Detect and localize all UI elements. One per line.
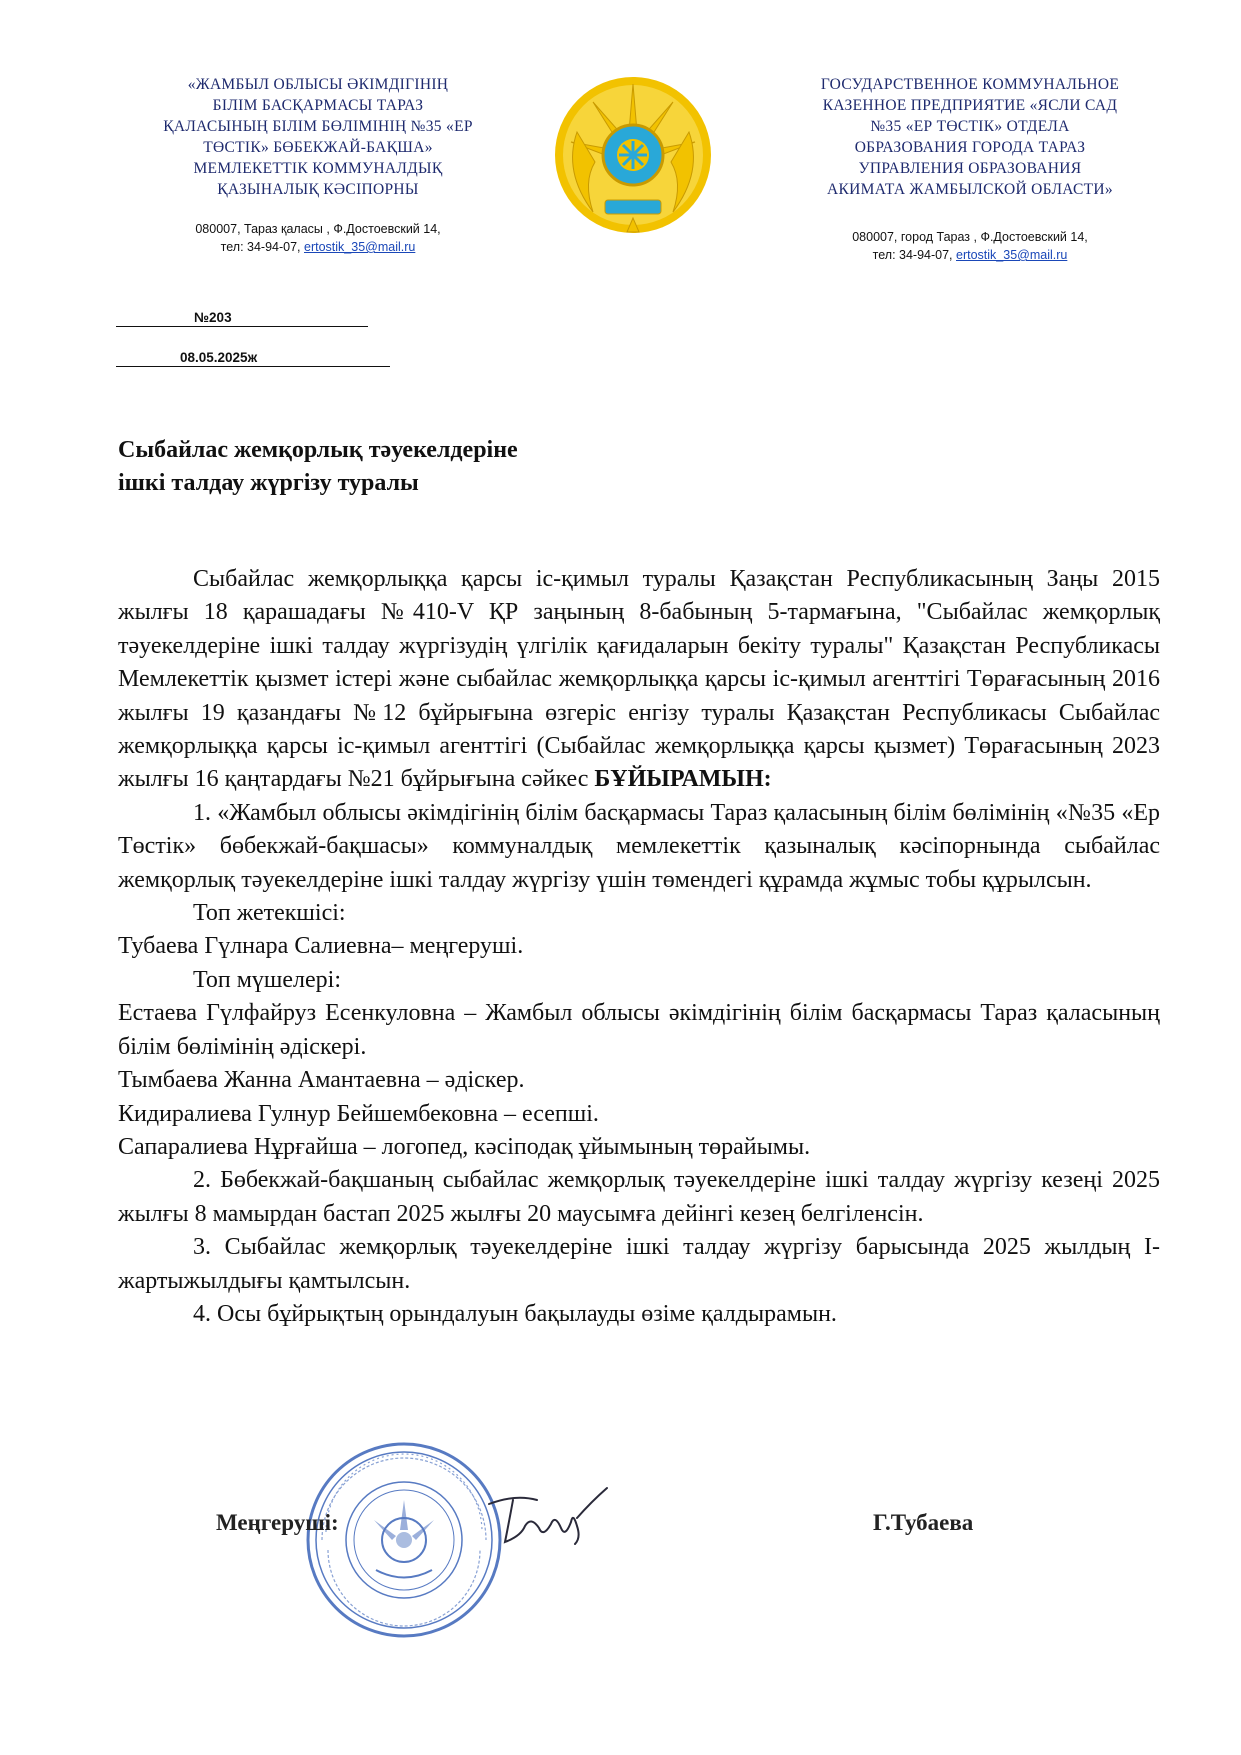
leader-label: Топ жетекшісі: xyxy=(193,900,346,927)
header-right-line: ОБРАЗОВАНИЯ ГОРОДА ТАРАЗ xyxy=(854,139,1086,156)
title-line-2: ішкі талдау жүргізу туралы xyxy=(118,470,419,496)
left-email-link[interactable]: ertostik_35@mail.ru xyxy=(304,240,416,254)
item-4: 4. Осы бұйрықтың орындалуын бақылауды өзіме қалдырамын. xyxy=(193,1300,837,1327)
item-1: 1. «Жамбыл облысы әкімдігінің білім басқармасы Тараз қаласының білім бөлімінің «№35 «Ер Төстік» бөбекжай-бақшасы» коммуналдық мемлекеттік қазыналық кәсіпорнында сыбайлас жемқорлық тәуекелдеріне ішкі талдау жүргізу үшін төмендегі құрамда жұмыс тобы құрылсын. xyxy=(118,799,1160,893)
member-item: Кидиралиева Гулнур Бейшембековна – есепші. xyxy=(118,1100,599,1127)
header-left-org-name xyxy=(108,74,528,200)
signatory-position: Меңгеруші: xyxy=(216,1510,339,1535)
member-item: Сапаралиева Нұрғайша – логопед, кәсіподақ ұйымының төрайымы. xyxy=(118,1133,811,1160)
header-left-line: «ЖАМБЫЛ ОБЛЫСЫ ӘКІМДІГІНІҢ xyxy=(187,76,449,93)
member-item: Естаева Гүлфайруз Есенкуловна – Жамбыл облысы әкімдігінің білім басқармасы Тараз қаласының білім бөлімінің әдіскері. xyxy=(118,1000,1160,1060)
left-phone: тел: 34-94-07, xyxy=(220,240,304,254)
header-right-line: УПРАВЛЕНИЯ ОБРАЗОВАНИЯ xyxy=(858,160,1082,177)
header-left-line: ҚАЗЫНАЛЫҚ КӘСІПОРНЫ xyxy=(217,181,419,198)
left-contact-line xyxy=(108,238,528,256)
header-right-address xyxy=(770,228,1170,264)
registration-date: 08.05.2025ж xyxy=(180,350,258,365)
header-right-line: ГОСУДАРСТВЕННОЕ КОММУНАЛЬНОЕ xyxy=(820,76,1120,93)
registration-number-line xyxy=(116,310,368,327)
right-phone: тел: 34-94-07, xyxy=(872,248,956,262)
members-label: Топ мүшелері: xyxy=(193,966,341,993)
document-body xyxy=(118,563,1160,1331)
header-left-line: БІЛІМ БАСҚАРМАСЫ ТАРАЗ xyxy=(212,97,424,114)
leader-name: Тубаева Гүлнара Салиевна– меңгеруші. xyxy=(118,933,524,960)
state-emblem-icon xyxy=(553,72,713,238)
registration-number: №203 xyxy=(194,310,232,325)
header-left-line: МЕМЛЕКЕТТІК КОММУНАЛДЫҚ xyxy=(193,160,443,177)
item-3: 3. Сыбайлас жемқорлық тәуекелдеріне ішкі талдау жүргізу барысында 2025 жылдың І-жартыжылдығы қамтылсын. xyxy=(118,1234,1160,1294)
round-seal-stamp-icon xyxy=(304,1440,504,1640)
left-address-text: 080007, Тараз қаласы , Ф.Достоевский 14, xyxy=(195,222,441,236)
document-title xyxy=(118,434,518,500)
item-2: 2. Бөбекжай-бақшаның сыбайлас жемқорлық тәуекелдеріне ішкі талдау жүргізу кезеңі 2025 жылғы 8 мамырдан бастап 2025 жылғы 20 маусымға дейінгі кезең белгіленсін. xyxy=(118,1167,1160,1227)
preamble-text: Сыбайлас жемқорлыққа қарсы іс-қимыл туралы Қазақстан Республикасының Заңы 2015 жылғы 18 қарашадағы №410-V ҚР заңының 8-бабының 5-тармағына, "Сыбайлас жемқорлық тәуекелдеріне ішкі талдау жүргізудің үлгілік қағидаларын бекіту туралы" Қазақстан Республикасы Мемлекеттік қызмет істері және сыбайлас жемқорлыққа қарсы іс-қимыл агенттігі Төрағасының 2016 жылғы 19 қазандағы №12 бұйрығына өзгеріс енгізу туралы Қазақстан Республикасы Сыбайлас жемқорлыққа қарсы іс-қимыл агенттігі (Сыбайлас жемқорлыққа қарсы қызмет) Төрағасының 2023 жылғы 16 қаңтардағы №21 бұйрығына сәйкес xyxy=(118,566,1160,793)
right-address-text: 080007, город Тараз , Ф.Достоевский 14, xyxy=(852,230,1088,244)
preamble-paragraph xyxy=(118,563,1160,797)
right-contact-line xyxy=(770,246,1170,264)
header-right-line: №35 «ЕР ТӨСТІК» ОТДЕЛА xyxy=(870,118,1070,135)
header-right-org-name xyxy=(770,74,1170,200)
header-left-line: ҚАЛАСЫНЫҢ БІЛІМ БӨЛІМІНІҢ №35 «ЕР xyxy=(163,118,473,135)
right-email-link[interactable]: ertostik_35@mail.ru xyxy=(956,248,1068,262)
header-left-address xyxy=(108,220,528,256)
order-word: БҰЙЫРАМЫН: xyxy=(594,766,772,793)
header-right-line: АКИМАТА ЖАМБЫЛСКОЙ ОБЛАСТИ» xyxy=(827,181,1113,198)
signatory-name: Г.Тубаева xyxy=(873,1510,974,1535)
registration-date-line xyxy=(116,350,390,367)
handwritten-signature-icon xyxy=(485,1482,615,1552)
header-left-line: ТӨСТІК» БӨБЕКЖАЙ-БАҚША» xyxy=(203,139,433,156)
header-right-line: КАЗЕННОЕ ПРЕДПРИЯТИЕ «ЯСЛИ САД xyxy=(822,97,1118,114)
member-item: Тымбаева Жанна Амантаевна – әдіскер. xyxy=(118,1067,525,1094)
title-line-1: Сыбайлас жемқорлық тәуекелдеріне xyxy=(118,437,518,463)
